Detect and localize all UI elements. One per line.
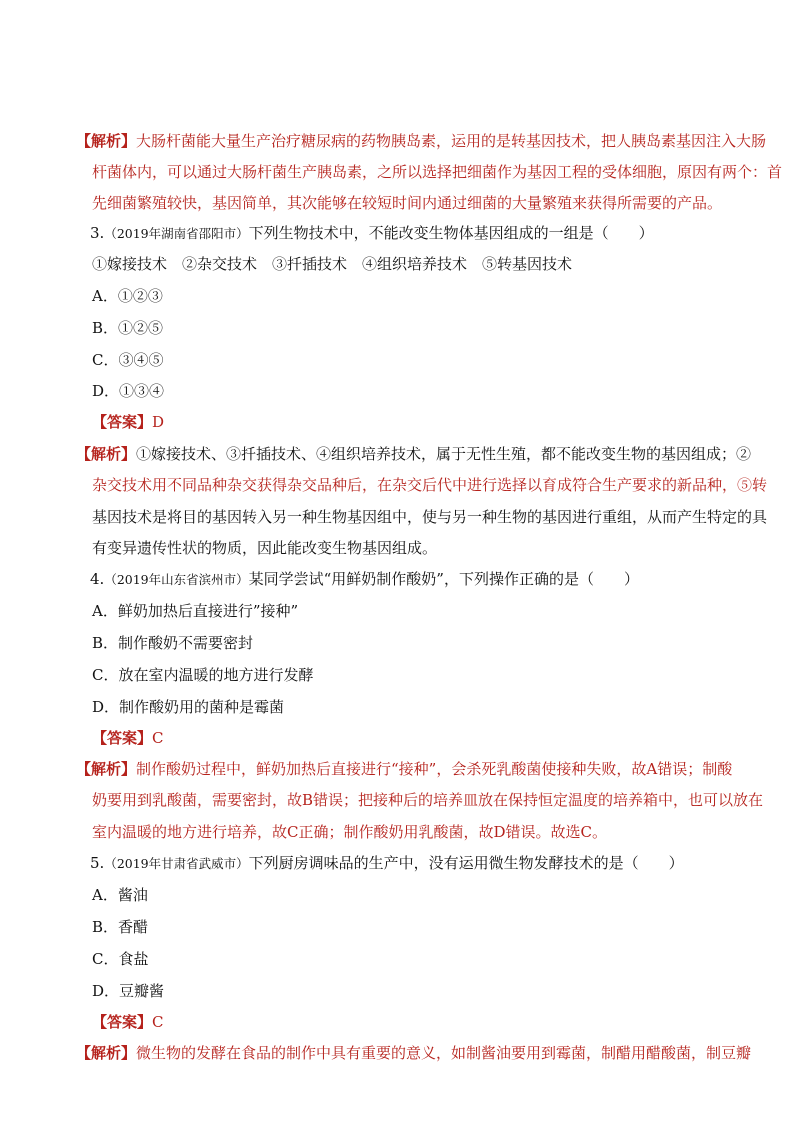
question-5-analysis-line-1 (76, 1043, 751, 1063)
question-3-analysis-line-1 (76, 444, 751, 464)
question-3-answer (92, 412, 164, 432)
question-text: 下列生物技术中，不能改变生物体基因组成的一组是（ ） (248, 224, 654, 242)
question-4-option-b: B．制作酸奶不需要密封 (92, 634, 254, 652)
question-4-stem (90, 569, 639, 590)
question-source: （2019年湖南省邵阳市） (104, 226, 249, 241)
question-text: 某同学尝试“用鲜奶制作酸奶”，下列操作正确的是（ ） (248, 570, 639, 588)
question-4-analysis-line-1 (76, 759, 732, 779)
question-3-choices-row: ①嫁接技术 ②杂交技术 ③扦插技术 ④组织培养技术 ⑤转基因技术 (92, 255, 573, 273)
question-5-answer (92, 1012, 164, 1032)
analysis-text: 大肠杆菌能大量生产治疗糖尿病的药物胰岛素，运用的是转基因技术，把人胰岛素基因注入大肠 (136, 132, 767, 150)
analysis-text: ①嫁接技术、③扦插技术、④组织培养技术，属于无性生殖，都不能改变生物的基因组成；② (136, 445, 752, 463)
analysis-label: 【解析】 (76, 132, 137, 150)
answer-label: 【答案】 (92, 413, 153, 431)
question-5-stem (90, 853, 684, 874)
answer-label: 【答案】 (92, 1013, 153, 1031)
analysis-label: 【解析】 (76, 760, 137, 778)
question-3-option-c: C．③④⑤ (92, 351, 164, 369)
question-text: 下列厨房调味品的生产中，没有运用微生物发酵技术的是（ ） (248, 854, 684, 872)
answer-value: C (152, 729, 164, 747)
analysis-text: 微生物的发酵在食品的制作中具有重要的意义，如制酱油要用到霉菌，制醋用醋酸菌，制豆瓣 (136, 1044, 752, 1062)
question-3-option-d: D．①③④ (92, 382, 165, 400)
question-5-option-a: A．酱油 (92, 886, 148, 904)
question-5-option-c: C．食盐 (92, 950, 149, 968)
question-5-option-d: D．豆瓣酱 (92, 982, 165, 1000)
answer-value: D (152, 413, 165, 431)
question-4-option-d: D．制作酸奶用的菌种是霉菌 (92, 698, 285, 716)
question-3-analysis-line-2: 杂交技术用不同品种杂交获得杂交品种后，在杂交后代中进行选择以育成符合生产要求的新品种，⑤转 (92, 476, 768, 494)
analysis-label: 【解析】 (76, 445, 137, 463)
question-number: 5. (90, 854, 105, 872)
question-number: 3. (90, 224, 105, 242)
question-source: （2019年甘肃省武威市） (104, 856, 249, 871)
question-3-option-a: A．①②③ (92, 287, 163, 305)
question-3-option-b: B．①②⑤ (92, 319, 164, 337)
question-source: （2019年山东省滨州市） (104, 572, 249, 587)
question-5-option-b: B．香醋 (92, 918, 149, 936)
intro-analysis-line-1 (76, 131, 766, 151)
intro-analysis-line-2: 杆菌体内，可以通过大肠杆菌生产胰岛素，之所以选择把细菌作为基因工程的受体细胞，原因有两个：首 (92, 163, 783, 181)
analysis-label: 【解析】 (76, 1044, 137, 1062)
question-4-analysis-line-2: 奶要用到乳酸菌，需要密封，故B错误；把接种后的培养皿放在保持恒定温度的培养箱中，也可以放在 (92, 791, 764, 809)
analysis-text: 制作酸奶过程中，鲜奶加热后直接进行“接种”，会杀死乳酸菌使接种失败，故A错误；制酸 (136, 760, 733, 778)
question-3-analysis-line-4: 有变异遗传性状的物质，因此能改变生物基因组成。 (92, 539, 438, 557)
question-4-analysis-line-3: 室内温暖的地方进行培养，故C正确；制作酸奶用乳酸菌，故D错误。故选C。 (92, 823, 607, 841)
question-4-option-a: A．鲜奶加热后直接进行”接种” (92, 602, 299, 620)
intro-analysis-line-3: 先细菌繁殖较快，基因简单，其次能够在较短时间内通过细菌的大量繁殖来获得所需要的产品。 (92, 194, 723, 212)
question-4-option-c: C．放在室内温暖的地方进行发酵 (92, 666, 314, 684)
question-3-analysis-line-3: 基因技术是将目的基因转入另一种生物基因组中，使与另一种生物的基因进行重组，从而产生特定的具 (92, 508, 768, 526)
answer-value: C (152, 1013, 164, 1031)
question-number: 4. (90, 570, 105, 588)
answer-label: 【答案】 (92, 729, 153, 747)
question-4-answer (92, 728, 164, 748)
question-3-stem (90, 223, 654, 244)
